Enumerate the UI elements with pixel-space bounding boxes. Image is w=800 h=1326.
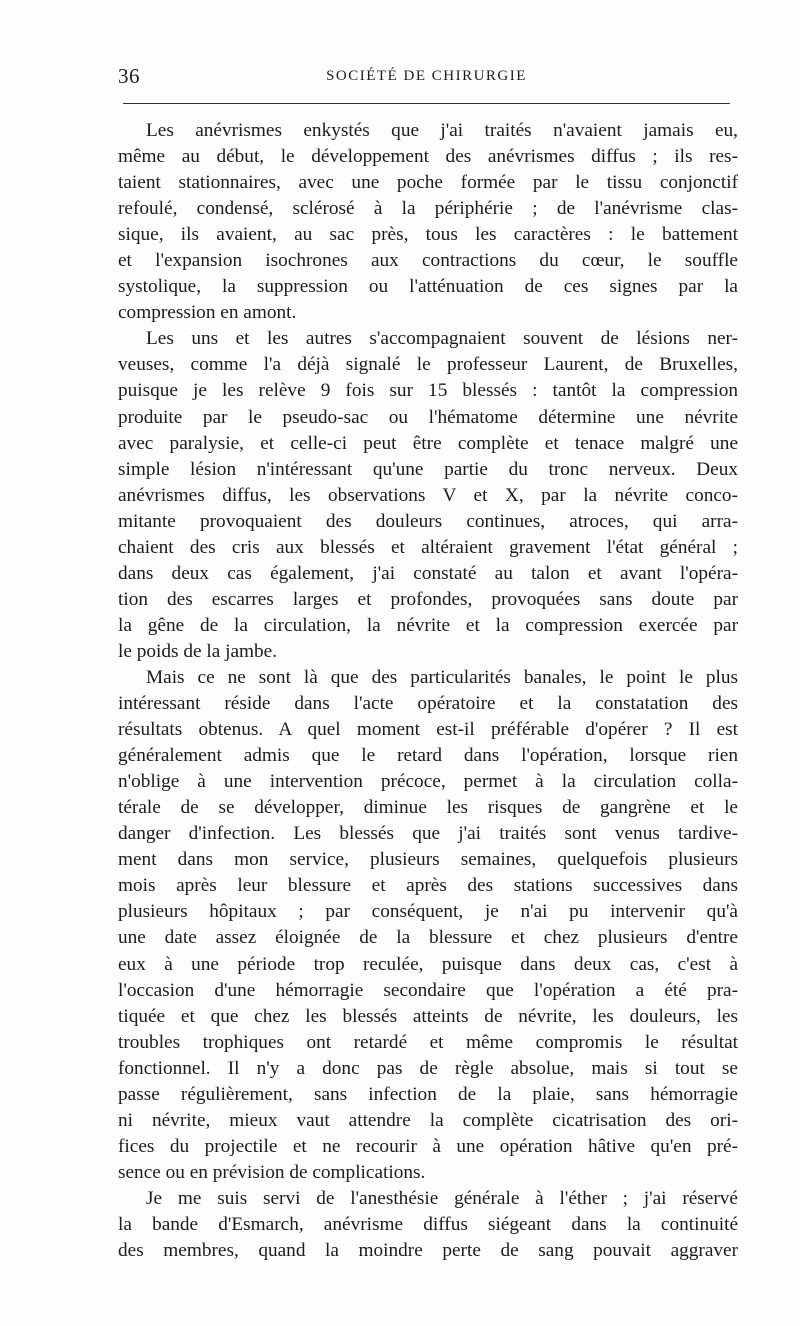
text-line: fonctionnel. Il n'y a donc pas de règle absolue, mais si tout se bbox=[118, 1057, 738, 1079]
text-line: Les anévrismes enkystés que j'ai traités n'avaient jamais eu, bbox=[146, 120, 738, 141]
text-line: eux à une période trop reculée, puisque dans deux cas, c'est à bbox=[118, 953, 738, 975]
text-line: troubles trophiques ont retardé et même compromis le résultat bbox=[118, 1031, 738, 1053]
text-line: dans deux cas également, j'ai constaté au talon et avant l'opéra- bbox=[118, 562, 738, 584]
text-line: danger d'infection. Les blessés que j'ai traités sont venus tardive- bbox=[118, 823, 738, 845]
paragraph bbox=[118, 326, 738, 665]
text-line: Les uns et les autres s'accompagnaient souvent de lésions ner- bbox=[146, 328, 738, 350]
text-line: la gêne de la circulation, la névrite et la compression exercée par bbox=[118, 614, 738, 636]
text-line: taient stationnaires, avec une poche formée par le tissu conjonctif bbox=[118, 172, 738, 194]
text-line: sique, ils avaient, au sac près, tous les caractères : le battement bbox=[118, 224, 738, 246]
text-line: ment dans mon service, plusieurs semaines, quelquefois plusieurs bbox=[118, 849, 738, 871]
paragraph bbox=[118, 665, 738, 1186]
text-line: intéressant réside dans l'acte opératoire et la constatation des bbox=[118, 693, 738, 715]
text-line: même au début, le développement des anévrismes diffus ; ils res- bbox=[118, 146, 738, 168]
text-line: une date assez éloignée de la blessure et chez plusieurs d'entre bbox=[118, 927, 738, 949]
text-line: produite par le pseudo-sac ou l'hématome détermine une névrite bbox=[118, 406, 738, 428]
text-line: Mais ce ne sont là que des particularités banales, le point le plus bbox=[146, 666, 738, 688]
text-line: fices du projectile et ne recourir à une opération hâtive qu'en pré- bbox=[118, 1135, 738, 1157]
text-line: n'oblige à une intervention précoce, permet à la circulation colla- bbox=[118, 771, 738, 793]
text-line: passe régulièrement, sans infection de la plaie, sans hémorragie bbox=[118, 1083, 738, 1105]
text-line: veuses, comme l'a déjà signalé le professeur Laurent, de Bruxelles, bbox=[118, 354, 738, 376]
text-line: mois après leur blessure et après des stations successives dans bbox=[118, 875, 738, 897]
running-title: SOCIÉTÉ DE CHIRURGIE bbox=[326, 68, 527, 84]
text-line: mitante provoquaient des douleurs continues, atroces, qui arra- bbox=[118, 510, 738, 532]
paragraph bbox=[118, 1186, 738, 1264]
text-line: anévrismes diffus, les observations V et X, par la névrite conco- bbox=[118, 484, 738, 506]
header-rule bbox=[123, 103, 730, 104]
text-line: avec paralysie, et celle-ci peut être complète et tenace malgré une bbox=[118, 432, 738, 454]
page-number: 36 bbox=[118, 64, 140, 88]
text-line: l'occasion d'une hémorragie secondaire que l'opération a été pra- bbox=[118, 979, 738, 1001]
text-line: des membres, quand la moindre perte de sang pouvait aggraver bbox=[118, 1240, 738, 1262]
text-line: simple lésion n'intéressant qu'une partie du tronc nerveux. Deux bbox=[118, 458, 738, 480]
text-line: systolique, la suppression ou l'atténuation de ces signes par la bbox=[118, 276, 738, 298]
text-line: ni névrite, mieux vaut attendre la complète cicatrisation des ori- bbox=[118, 1109, 738, 1131]
text-line: tiquée et que chez les blessés atteints de névrite, les douleurs, les bbox=[118, 1005, 738, 1027]
text-line: Je me suis servi de l'anesthésie générale à l'éther ; j'ai réservé bbox=[146, 1187, 738, 1209]
text-line: plusieurs hôpitaux ; par conséquent, je n'ai pu intervenir qu'à bbox=[118, 901, 738, 923]
text-line: et l'expansion isochrones aux contractions du cœur, le souffle bbox=[118, 250, 738, 272]
text-line: tion des escarres larges et profondes, provoquées sans doute par bbox=[118, 588, 738, 610]
running-head bbox=[118, 64, 735, 94]
text-line: puisque je les relève 9 fois sur 15 blessés : tantôt la compression bbox=[118, 380, 738, 402]
text-line: la bande d'Esmarch, anévrisme diffus siégeant dans la continuité bbox=[118, 1213, 738, 1235]
text-line: généralement admis que le retard dans l'opération, lorsque rien bbox=[118, 745, 738, 767]
text-line: compression en amont. bbox=[118, 302, 297, 324]
body-text bbox=[118, 118, 738, 1264]
text-line: térale de se développer, diminue les risques de gangrène et le bbox=[118, 797, 738, 819]
text-line: le poids de la jambe. bbox=[118, 640, 278, 662]
text-line: sence ou en prévision de complications. bbox=[118, 1161, 426, 1183]
text-line: refoulé, condensé, sclérosé à la périphérie ; de l'anévrisme clas- bbox=[118, 198, 738, 220]
text-line: chaient des cris aux blessés et altéraient gravement l'état général ; bbox=[118, 536, 738, 558]
text-line: résultats obtenus. A quel moment est-il préférable d'opérer ? Il est bbox=[118, 719, 738, 741]
paragraph bbox=[118, 118, 738, 326]
